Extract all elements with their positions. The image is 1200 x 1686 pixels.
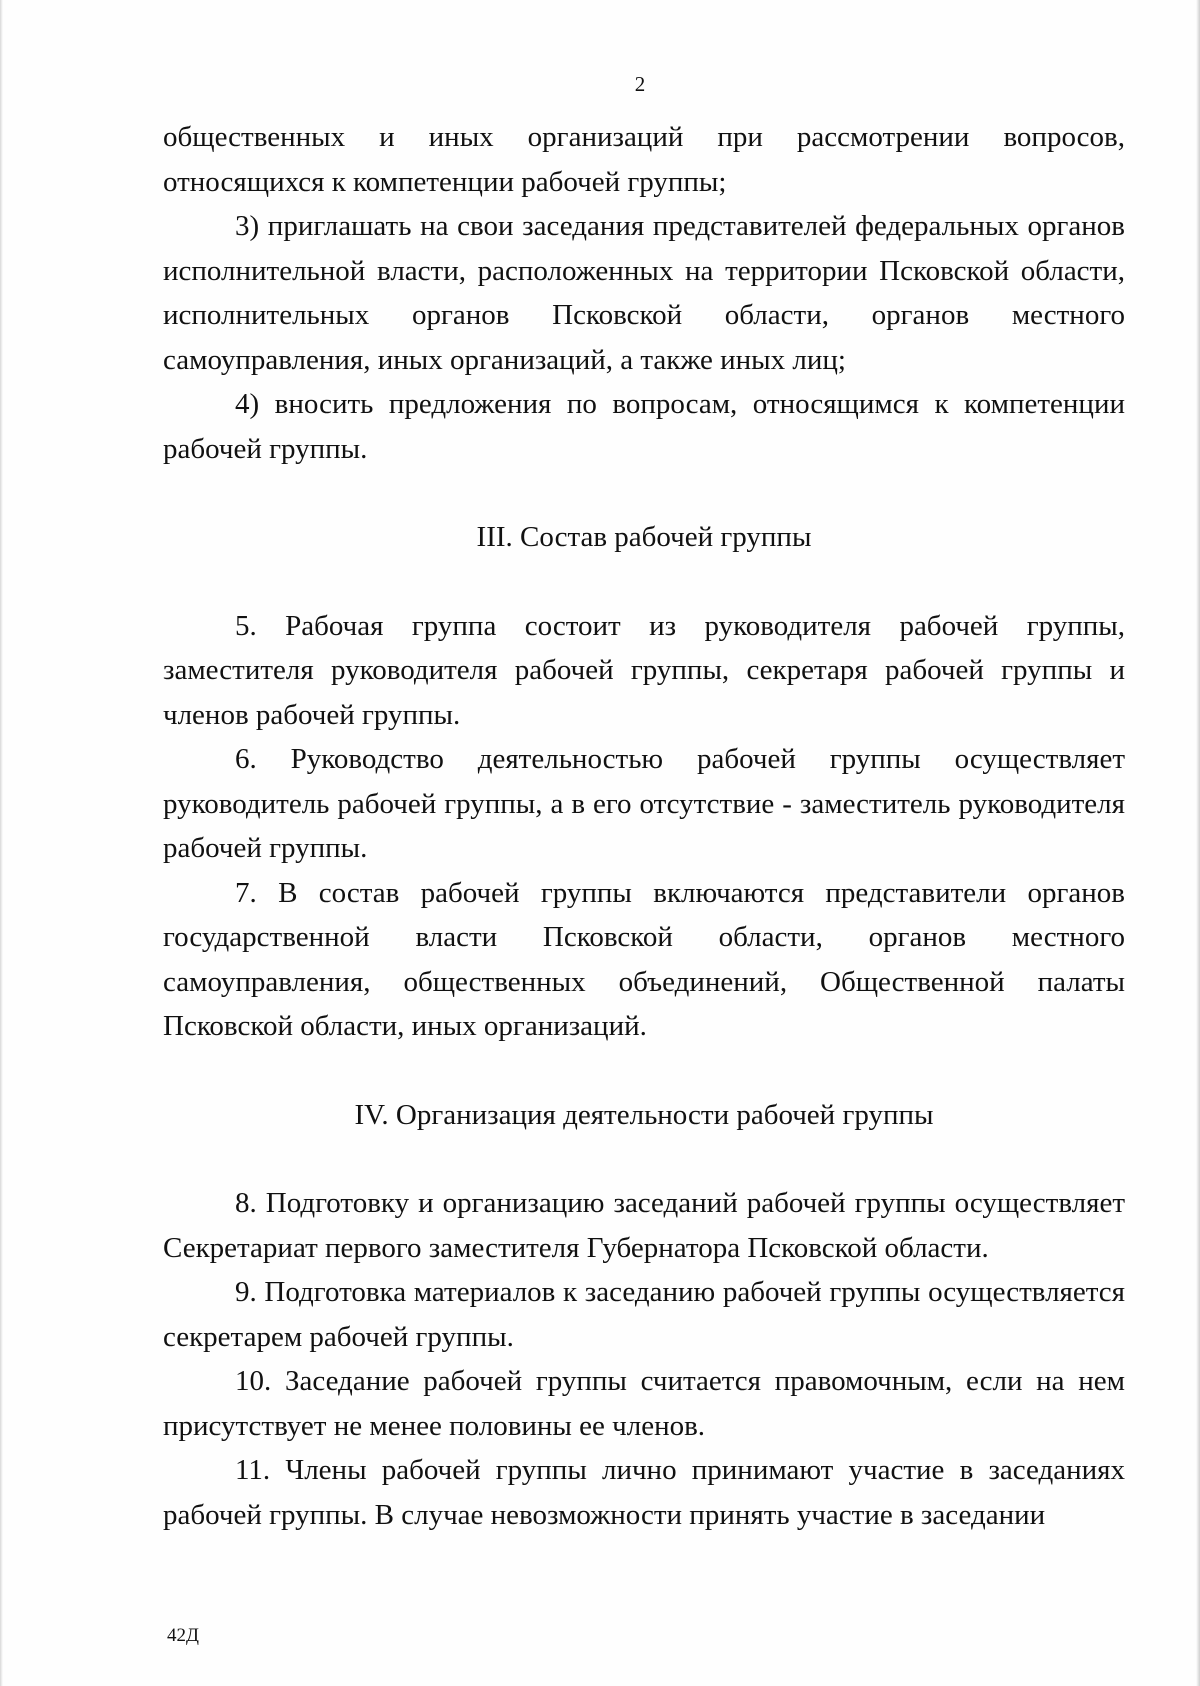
paragraph-8: 8. Подготовку и организацию заседаний рабочей группы осуществляет Секретариат первого заместителя Губернатора Псковской области. bbox=[163, 1187, 1125, 1264]
spacer bbox=[163, 1137, 1125, 1181]
paragraph-item-4: 4) вносить предложения по вопросам, относящимся к компетенции рабочей группы. bbox=[163, 388, 1125, 465]
paragraph-6: 6. Руководство деятельностью рабочей группы осуществляет руководитель рабочей группы, а в его отсутствие - заместитель руководителя рабочей группы. bbox=[163, 743, 1125, 864]
spacer bbox=[163, 1049, 1125, 1093]
scan-edge-left bbox=[0, 0, 3, 1686]
paragraph-continuation: общественных и иных организаций при рассмотрении вопросов, относящихся к компетенции рабочей группы; bbox=[163, 121, 1125, 198]
scan-edge-right bbox=[1196, 0, 1200, 1686]
page-number: 2 bbox=[634, 72, 646, 96]
paragraph-5: 5. Рабочая группа состоит из руководителя рабочей группы, заместителя руководителя рабочей группы, секретаря рабочей группы и членов рабочей группы. bbox=[163, 609, 1125, 731]
spacer bbox=[163, 471, 1125, 515]
paragraph-10: 10. Заседание рабочей группы считается правомочным, если на нем присутствует не менее половины ее членов. bbox=[163, 1365, 1125, 1442]
paragraph-item-3: 3) приглашать на свои заседания представителей федеральных органов исполнительной власти, расположенных на территории Псковской области, исполнительных органов Псковской области, органов местного самоуправления, иных организаций, а также иных лиц; bbox=[163, 210, 1125, 376]
document-body bbox=[163, 115, 1125, 1537]
paragraph-11: 11. Члены рабочей группы лично принимают участие в заседаниях рабочей группы. В случае невозможности принять участие в заседании bbox=[163, 1454, 1125, 1531]
paragraph-9: 9. Подготовка материалов к заседанию рабочей группы осуществляется секретарем рабочей группы. bbox=[163, 1276, 1125, 1353]
section-heading-organization: IV. Организация деятельности рабочей группы bbox=[354, 1098, 934, 1131]
document-code: 42Д bbox=[167, 1625, 199, 1646]
paragraph-7: 7. В состав рабочей группы включаются представители органов государственной власти Псковской области, органов местного самоуправления, общественных объединений, Общественной палаты Псковской области, иных организаций. bbox=[163, 876, 1125, 1042]
spacer bbox=[163, 560, 1125, 604]
section-heading-composition: III. Состав рабочей группы bbox=[476, 521, 812, 553]
